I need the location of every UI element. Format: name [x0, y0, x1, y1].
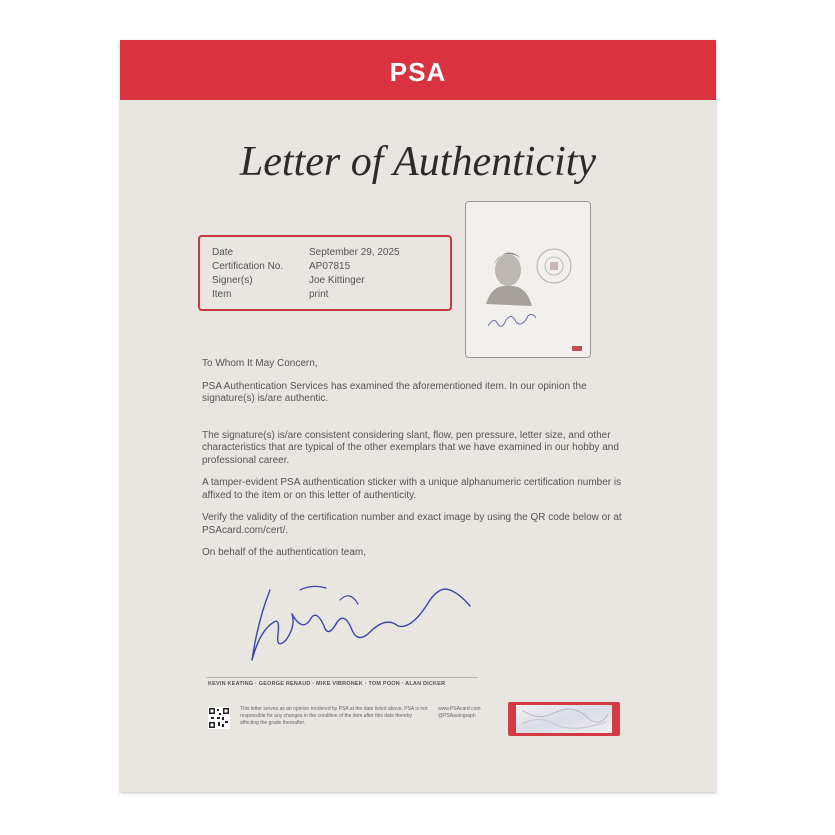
disclaimer-text: This letter serves as an opinion rendered by PSA at the date listed above. PSA is not responsible for any changes in the condition of the item after this date thereby affecting the grade thereafter. — [240, 706, 428, 726]
item-photo — [465, 201, 591, 358]
body-paragraph: PSA Authentication Services has examined the aforementioned item. In our opinion the signature(s) is/are authentic. — [202, 380, 587, 404]
social-handle-text: @PSAautograph — [438, 713, 476, 719]
letter-sheet — [120, 40, 716, 792]
body-paragraph: The signature(s) is/are consistent considering slant, flow, pen pressure, letter size, and other characteristics that are typical of the other exemplars that we have examined in our hobby and professional career. — [202, 429, 619, 466]
contact-info — [438, 706, 481, 720]
handwritten-signature — [240, 560, 480, 670]
body-paragraph: A tamper-evident PSA authentication sticker with a unique alphanumeric certification number is affixed to the item or on this letter of authenticity. — [202, 477, 622, 501]
page-title: Letter of Authenticity — [239, 139, 597, 185]
item-photo-illustration — [466, 202, 590, 357]
detail-label: Certification No. — [212, 261, 284, 272]
detail-label: Item — [212, 289, 232, 300]
detail-label: Signer(s) — [212, 275, 253, 286]
detail-value: Joe Kittinger — [309, 275, 365, 286]
detail-label: Date — [212, 247, 234, 258]
detail-row-signer — [212, 274, 438, 288]
hologram-sticker — [508, 702, 620, 736]
letter-body — [202, 358, 642, 560]
closing-line: On behalf of the authentication team, — [202, 547, 366, 558]
salutation: To Whom It May Concern, — [202, 358, 318, 369]
body-paragraph: Verify the validity of the certification number and exact image by using the QR code below or at PSAcard.com/cert/. — [202, 512, 622, 536]
website-text: www.PSAcard.com — [438, 706, 481, 712]
authenticator-names: KEVIN KEATING · GEORGE RENAUD · MIKE VIBRONEK · TOM POON · ALAN DICKER — [208, 681, 446, 687]
detail-row-date — [212, 246, 438, 260]
detail-row-cert — [212, 260, 438, 274]
psa-logo: PSA — [389, 57, 447, 87]
detail-value: AP07815 — [309, 261, 351, 272]
header-banner — [120, 40, 716, 100]
detail-value: print — [309, 289, 329, 300]
qr-code-icon — [208, 707, 230, 729]
divider — [206, 677, 478, 678]
detail-value: September 29, 2025 — [309, 247, 400, 258]
certificate-details-box — [198, 235, 452, 311]
detail-row-item — [212, 288, 438, 302]
